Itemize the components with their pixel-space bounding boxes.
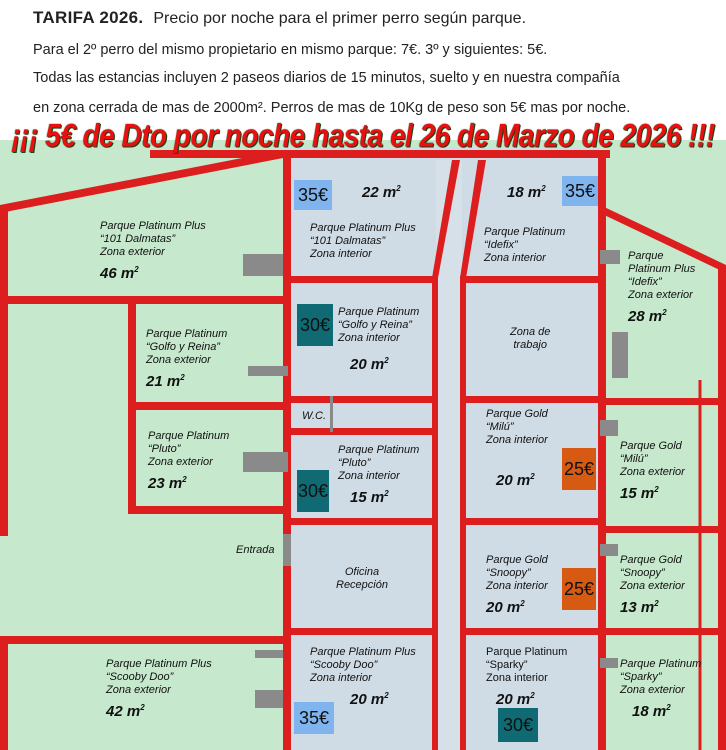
wall-int-dalmatas-bottom	[283, 276, 438, 283]
wall-scooby-top	[0, 636, 290, 644]
wall-int-trabajo-bottom	[460, 396, 600, 403]
wall-left-edge-top	[0, 205, 8, 300]
weight-note: en zona cerrada de mas de 2000m². Perros de mas de 10Kg de peso son 5€ mas por noche.	[33, 100, 631, 116]
price-badge-milu: 25€	[562, 448, 596, 490]
price-badge-golfo: 30€	[297, 304, 333, 346]
door-idefix	[600, 250, 620, 264]
zone-dalmatas-interior-area: 22 $m^2$	[362, 184, 401, 201]
door-scooby-2	[255, 690, 283, 708]
zone-pluto-exterior: Parque Platinum “Pluto” Zona exterior 23 $m^2$	[148, 430, 230, 492]
zone-dalmatas-interior: Parque Platinum Plus “101 Dalmatas” Zona interior	[310, 222, 416, 260]
zone-golfo-interior: Parque Platinum “Golfo y Reina” Zona interior	[338, 306, 420, 344]
door-entrada	[283, 534, 291, 566]
wall-int-oficina-bottom	[283, 628, 438, 635]
wall-golfo-left	[128, 300, 136, 410]
wall-right-edge	[718, 265, 726, 750]
price-badge-pluto: 30€	[297, 470, 329, 512]
zone-idefix-interior: Parque Platinum “Idefix” Zona interior	[484, 226, 566, 264]
wall-left-building	[283, 150, 291, 750]
door-milu	[600, 420, 618, 436]
wc-divider	[330, 396, 333, 432]
price-badge-sparky: 30€	[498, 708, 538, 742]
wall-int-idefix-bottom	[460, 276, 600, 283]
zone-scooby-interior: Parque Platinum Plus “Scooby Doo” Zona interior 20 $m^2$	[310, 646, 416, 708]
door-pluto	[243, 452, 288, 472]
zone-pluto-interior: Parque Platinum “Pluto” Zona interior 15 $m^2$	[338, 444, 420, 506]
wall-corridor-left	[432, 276, 438, 750]
zone-milu-interior: Parque Gold “Milú” Zona interior	[486, 408, 548, 446]
wall-scooby-left	[0, 636, 8, 750]
door-dalmatas	[243, 254, 283, 276]
wall-int-milu-bottom	[460, 518, 600, 525]
zone-milu-interior-area: 20 $m^2$	[496, 472, 535, 489]
zone-entrada: Entrada	[236, 544, 275, 556]
pricing-note-second-dog: Para el 2º perro del mismo propietario en mismo parque: 7€. 3º y siguientes: 5€.	[33, 42, 548, 58]
zone-sparky-exterior: Parque Platinum “Sparky” Zona exterior 18 $m^2$	[620, 658, 702, 720]
wall-dalmatas-bottom	[0, 296, 290, 304]
zone-sparky-interior: Parque Platinum “Sparky” Zona interior 20 $m^2$	[486, 646, 568, 708]
zone-wc: W.C.	[302, 410, 327, 422]
zone-dalmatas-exterior: Parque Platinum Plus “101 Dalmatas” Zona exterior 46 $m^2$	[100, 220, 206, 282]
wall-pluto-bottom	[128, 506, 288, 514]
zone-trabajo: Zona de trabajo	[510, 326, 551, 351]
wall-pluto-left	[128, 402, 136, 514]
zone-snoopy-interior: Parque Gold “Snoopy” Zona interior 20 $m^2$	[486, 554, 548, 616]
door-idefix-ext	[612, 332, 628, 378]
door-sparky	[600, 658, 618, 668]
wall-int-pluto-bottom	[283, 518, 438, 525]
zone-scooby-exterior: Parque Platinum Plus “Scooby Doo” Zona exterior 42 $m^2$	[106, 658, 212, 720]
zone-golfo-exterior: Parque Platinum “Golfo y Reina” Zona exterior 21 $m^2$	[146, 328, 228, 390]
wall-corridor-right	[460, 276, 466, 750]
zone-snoopy-exterior: Parque Gold “Snoopy” Zona exterior 13 $m^2$	[620, 554, 685, 616]
price-badge-snoopy: 25€	[562, 568, 596, 610]
walks-note: Todas las estancias incluyen 2 paseos diarios de 15 minutos, suelto y en nuestra compañía	[33, 70, 620, 86]
zone-idefix-exterior: Parque Platinum Plus “Idefix” Zona exterior 28 $m^2$	[628, 250, 696, 325]
wall-milu-top	[600, 398, 726, 405]
wall-int-snoopy-bottom	[460, 628, 600, 635]
zone-milu-exterior: Parque Gold “Milú” Zona exterior 15 $m^2$	[620, 440, 685, 502]
wall-left-edge-mid	[0, 296, 8, 536]
door-snoopy	[600, 544, 618, 556]
wall-golfo-bottom	[128, 402, 288, 410]
wall-sparky-top	[600, 628, 726, 635]
price-badge-dalmatas: 35€	[294, 180, 332, 210]
price-badge-scooby: 35€	[294, 702, 334, 734]
page-title: TARIFA 2026.	[33, 8, 144, 27]
zone-idefix-interior-area: 18 $m^2$	[507, 184, 546, 201]
door-scooby	[255, 650, 283, 658]
wall-snoopy-top	[600, 526, 726, 533]
door-golfo	[248, 366, 288, 376]
wall-int-golfo-bottom	[283, 396, 438, 403]
wall-int-wc-bottom	[283, 428, 438, 435]
promo-banner: ¡¡¡ 5€ de Dto por noche hasta el 26 de Marzo de 2026 !!!	[11, 117, 715, 154]
zone-oficina: Oficina Recepción	[336, 566, 388, 591]
zone-golfo-interior-area: 20 $m^2$	[350, 356, 389, 373]
price-badge-idefix: 35€	[562, 176, 598, 206]
page-subtitle: Precio por noche para el primer perro según parque.	[153, 10, 527, 27]
